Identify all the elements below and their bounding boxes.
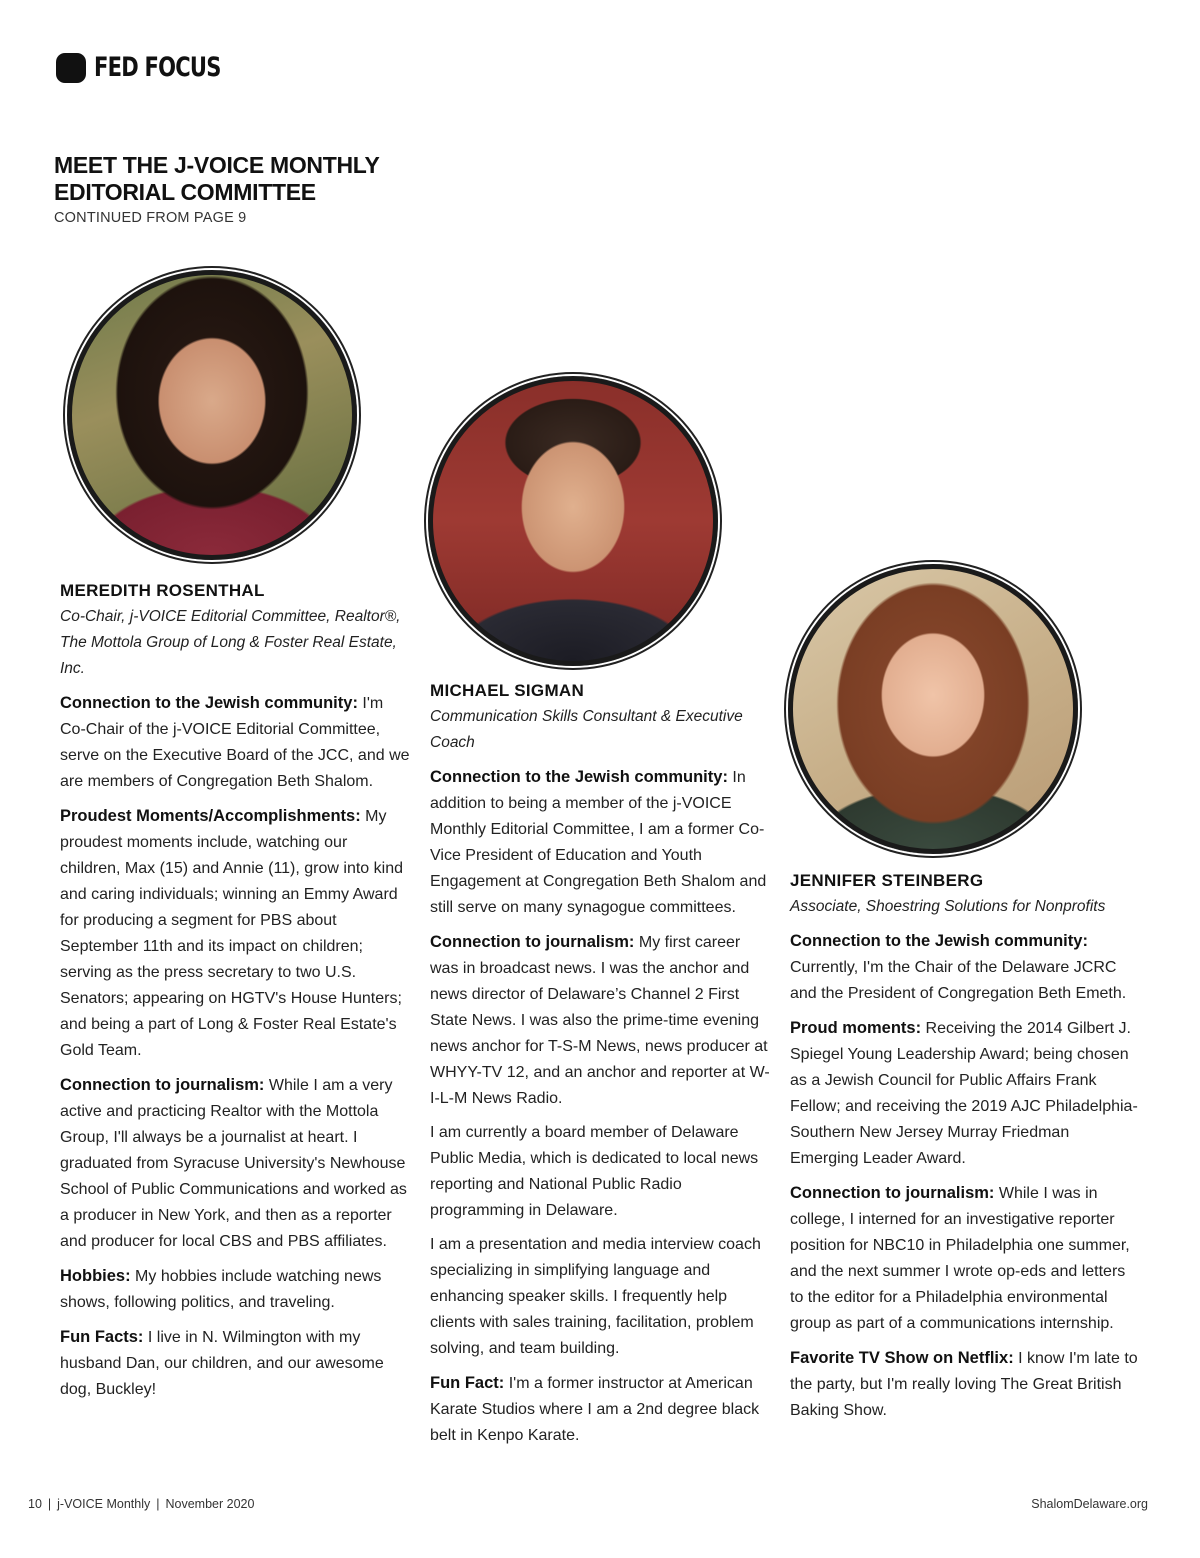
section-text: I am currently a board member of Delaware Public Media, which is dedicated to local news reporting and National Public Radio programming in Delaware. <box>430 1124 759 1219</box>
section-label: Favorite TV Show on Netflix: <box>790 1349 1014 1367</box>
section-label: Connection to journalism: <box>790 1184 995 1202</box>
profile-section <box>430 1120 770 1224</box>
profile-section <box>430 764 770 921</box>
section-text: In addition to being a member of the j-VOICE Monthly Editorial Committee, I am a former Co-Vice President of Education and Youth Engagement at Congregation Beth Shalom and still serve on many synagogue committees. <box>430 769 767 916</box>
profile-section <box>430 1370 770 1449</box>
profile-section <box>60 803 410 1064</box>
article-headline: MEET THE J-VOICE MONTHLY EDITORIAL COMMITTEE <box>54 152 380 205</box>
section-text: My proudest moments include, watching our children, Max (15) and Annie (11), grow into kind and caring individuals; winning an Emmy Award for producing a segment for PBS about September 11th and its impact on children; serving as the press secretary to two U.S. Senators; appearing on HGTV's House Hunters; and being a part of Long & Foster Real Estate's Gold Team. <box>60 808 403 1059</box>
section-bullet-icon <box>56 53 86 83</box>
page-number: 10 <box>28 1497 42 1511</box>
profile-michael-sigman <box>430 678 770 1457</box>
section-text: While I am a very active and practicing Realtor with the Mottola Group, I'll always be a journalist at heart. I graduated from Syracuse University's Newhouse School of Public Communications and worked as a producer in New York, and then as a reporter and producer for local CBS and PBS affiliates. <box>60 1077 407 1250</box>
issue-date: November 2020 <box>165 1497 255 1511</box>
section-label: Hobbies: <box>60 1267 131 1285</box>
section-text: I'm a former instructor at American Karate Studios where I am a 2nd degree black belt in Kenpo Karate. <box>430 1375 760 1444</box>
section-text: I'm Co-Chair of the j-VOICE Editorial Committee, serve on the Executive Board of the JCC, and we are members of Congregation Beth Shalom. <box>60 695 410 790</box>
section-text: I know I'm late to the party, but I'm really loving The Great British Baking Show. <box>790 1350 1138 1419</box>
section-label: Connection to the Jewish community: <box>60 694 358 712</box>
section-label: Proudest Moments/Accomplishments: <box>60 807 361 825</box>
section-label: Proud moments: <box>790 1019 922 1037</box>
profile-section <box>790 1015 1140 1172</box>
continued-note: CONTINUED FROM PAGE 9 <box>54 210 247 226</box>
portrait-jennifer-steinberg <box>788 564 1078 854</box>
profile-meredith-rosenthal <box>60 578 410 1411</box>
section-tag-label: FED FOCUS <box>94 52 221 83</box>
member-role: Associate, Shoestring Solutions for Nonprofits <box>790 898 1106 915</box>
profile-section <box>790 1180 1140 1337</box>
section-text: My hobbies include watching news shows, following politics, and traveling. <box>60 1268 382 1311</box>
page-footer <box>28 1497 254 1511</box>
portrait-meredith-rosenthal <box>67 270 357 560</box>
profile-section <box>430 1232 770 1362</box>
member-name: MICHAEL SIGMAN <box>430 681 585 700</box>
profile-section <box>60 1324 410 1403</box>
portrait-michael-sigman <box>428 376 718 666</box>
section-label: Fun Fact: <box>430 1374 505 1392</box>
website-url: ShalomDelaware.org <box>1031 1497 1148 1511</box>
profile-section <box>60 1263 410 1316</box>
section-text: Currently, I'm the Chair of the Delaware JCRC and the President of Congregation Beth Emeth. <box>790 959 1127 1002</box>
profile-section <box>60 1072 410 1255</box>
member-name: MEREDITH ROSENTHAL <box>60 581 265 600</box>
profile-jennifer-steinberg <box>790 868 1140 1432</box>
profile-section <box>430 929 770 1112</box>
member-role: Co-Chair, j-VOICE Editorial Committee, Realtor®, The Mottola Group of Long & Foster Real Estate, Inc. <box>60 608 401 677</box>
section-label: Connection to journalism: <box>60 1076 265 1094</box>
section-text: Receiving the 2014 Gilbert J. Spiegel Young Leadership Award; being chosen as a Jewish Council for Public Affairs Frank Fellow; and receiving the 2019 AJC Philadelphia-Southern New Jersey Murray Friedman Emerging Leader Award. <box>790 1020 1138 1167</box>
section-text: I live in N. Wilmington with my husband Dan, our children, and our awesome dog, Buckley! <box>60 1329 384 1398</box>
profile-section <box>790 1345 1140 1424</box>
publication-name: j-VOICE Monthly <box>57 1497 151 1511</box>
section-text: My first career was in broadcast news. I was the anchor and news director of Delaware’s Channel 2 First State News. I was also the prime-time evening news anchor for T-S-M News, news producer at WHYY-TV 12, and an anchor and reporter at W-I-L-M News Radio. <box>430 934 770 1107</box>
member-name: JENNIFER STEINBERG <box>790 871 984 890</box>
profile-section <box>790 928 1140 1007</box>
member-role: Communication Skills Consultant & Executive Coach <box>430 708 743 751</box>
profile-section <box>60 690 410 795</box>
section-label: Connection to the Jewish community: <box>430 768 728 786</box>
section-text: While I was in college, I interned for an investigative reporter position for NBC10 in Philadelphia one summer, and the next summer I wrote op-eds and letters to the editor for a Philadelphia environmental group as part of a communications internship. <box>790 1185 1130 1332</box>
section-label: Fun Facts: <box>60 1328 144 1346</box>
section-label: Connection to journalism: <box>430 933 635 951</box>
section-tag <box>56 52 256 83</box>
section-text: I am a presentation and media interview coach specializing in simplifying language and enhancing speaker skills. I frequently help clients with sales training, facilitation, problem solving, and team building. <box>430 1236 761 1357</box>
divider: | <box>156 1497 160 1511</box>
section-label: Connection to the Jewish community: <box>790 932 1088 950</box>
divider: | <box>47 1497 52 1511</box>
